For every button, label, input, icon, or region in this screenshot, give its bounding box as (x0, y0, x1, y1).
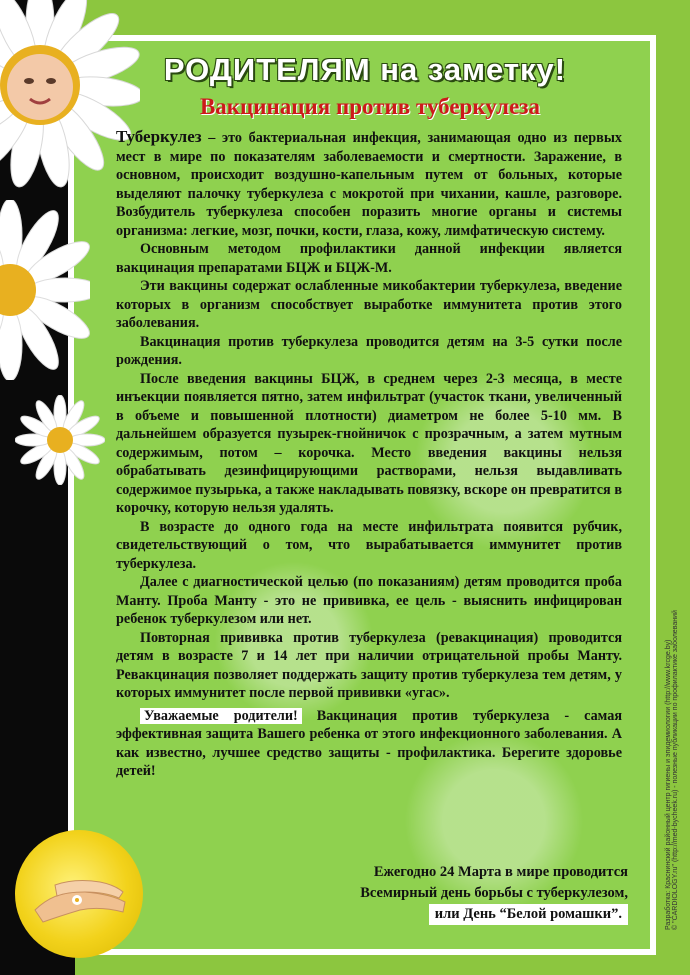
side-credit (665, 610, 679, 930)
daisy-flower-icon (0, 200, 90, 380)
hands-circle-icon (15, 830, 143, 958)
page-subtitle: Вакцинация против туберкулеза (199, 94, 541, 119)
hands-illustration (15, 830, 143, 958)
footer-line-2: Всемирный день борьбы с туберкулезом, (360, 885, 628, 901)
lead-word: Туберкулез (116, 127, 202, 146)
footer-note (310, 862, 628, 925)
paragraph-2: Основным методом профилактики данной инфекции является вакцинация препаратами БЦЖ и БЦЖ-М. (116, 241, 622, 276)
footer-line-1: Ежегодно 24 Марта в мире проводится (373, 864, 628, 880)
article-body (116, 128, 622, 781)
page-title: РОДИТЕЛЯМ на заметку! (163, 52, 567, 87)
paragraph-7: Далее с диагностической целью (по показаниям) детям проводится проба Манту. Проба Манту - это не прививка, ее цель - выяснить инфицирован ребенок туберкулезом или нет. (116, 574, 622, 627)
small-daisy-icon (15, 395, 105, 485)
paragraph-4: Вакцинация против туберкулеза проводится детям на 3-5 сутки после рождения. (116, 333, 622, 368)
paragraph-6: В возрасте до одного года на месте инфильтрата появится рубчик, свидетельствующий о том, что вырабатывается иммунитет против туберкулеза. (116, 518, 622, 572)
side-credit-line-1: Разработка: Краснинский районный центр гигиены и эпидемиологии (http://www.krcge.by) (665, 639, 672, 930)
paragraph-8: Повторная прививка против туберкулеза (ревакцинация) проводится детям в возрасте 7 и 14 лет при наличии отрицательной пробы Манту. Ревакцинация позволяет поддержать защиту против туберкулеза тем детям, у которых иммунитет после первой прививки «угас». (116, 629, 622, 701)
paragraph-1-text: – это бактериальная инфекция, занимающая одно из первых мест в мире по показателям заболеваемости и смертности. Заражение, в основном, происходит воздушно-капельным путем от больных, которые выделяют палочку туберкулеза с мокротой при чихании, кашле, разговоре. Возбудитель туберкулеза способен поразить многие органы и системы организма: легкие, мозг, почки, кости, глаза, кожу, лимфатическую систему. (116, 130, 622, 239)
paragraph-9-text: Вакцинация против туберкулеза - самая эффективная защита Вашего ребенка от этого инфекционного заболевания. А как известно, лучшее средство защиты - профилактика. Берегите здоровье детей! (116, 707, 622, 779)
footer-line-3: или День “Белой ромашки”. (429, 904, 628, 925)
paragraph-3: Эти вакцины содержат ослабленные микобактерии туберкулеза, введение которых в организм способствует выработке иммунитета против этого заболевания. (116, 278, 622, 331)
side-credit-line-2: © "CARDIOLOGY.ru" (http://med-bycheek.ru) - полезные публикации по профилактике заболеваний (672, 610, 679, 930)
paragraph-5: После введения вакцины БЦЖ, в среднем через 2-3 месяца, в месте инъекции появляется пятно, затем инфильтрат (участок ткани, увеличенный в объеме и повышенной плотности) диаметром не более 5-10 мм. В дальнейшем образуется пузырек-гнойничок с прозрачным, а затем мутным содержимым, потом – корочка. Место введения вакцины нельзя обрабатывать дезинфицирующими растворами, нельзя выдавливать содержимое пузырька, а также накладывать повязку, вскоре он превратится в корочку, которую нельзя удалять. (116, 370, 622, 516)
paragraph-9 (116, 707, 622, 781)
parents-greeting: Уважаемые родители! (140, 708, 302, 724)
paragraph-1 (116, 128, 622, 240)
